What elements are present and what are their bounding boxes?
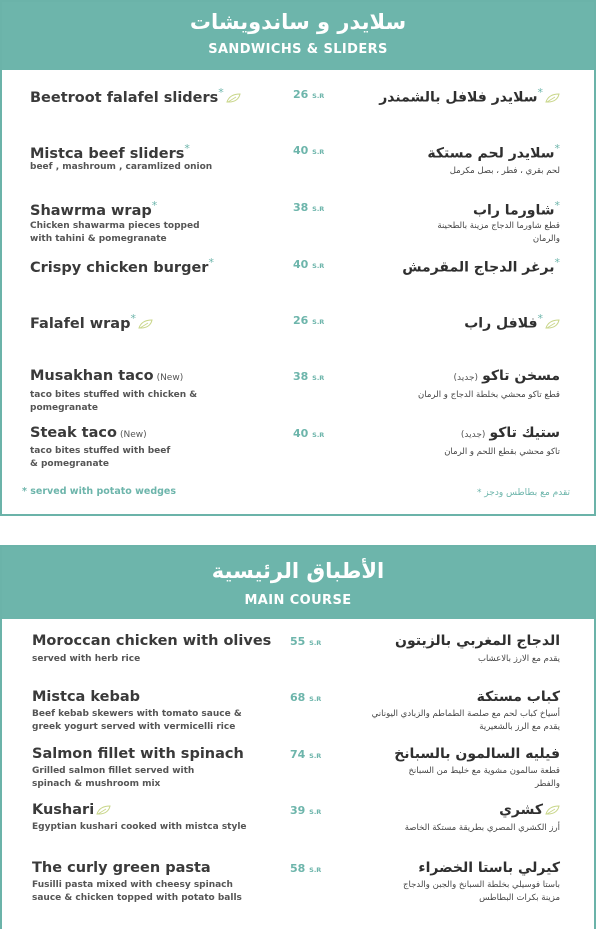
item-name-ar: كيرلي باستا الخضراء: [418, 860, 560, 876]
item-description-ar: يقدم مع الارز بالاعشاب: [477, 654, 560, 664]
item-name-ar: ستيك تاكو: [489, 425, 560, 441]
footnote-en: * served with potato wedges: [22, 486, 177, 497]
star-icon: *: [130, 312, 136, 325]
star-icon: *: [151, 199, 158, 212]
item-price: 58: [290, 862, 306, 875]
item-description-en: Egyptian kushari cooked with mistca style: [32, 822, 247, 832]
new-badge-ar: (جديد): [453, 373, 479, 383]
main-course-title-ar: الأطباق الرئيسية: [211, 559, 385, 583]
item-description-en: Fusilli pasta mixed with cheesy spinach sauce & chicken topped with potato balls: [32, 880, 242, 903]
item-name-en: Shawrma wrap: [30, 202, 152, 219]
price-unit: S.R: [312, 205, 325, 213]
item-price: 39: [290, 804, 306, 817]
item-name-ar: كباب مستكة: [476, 689, 560, 705]
item-description-en: Grilled salmon fillet served with spinach & mushroom mix: [32, 766, 195, 789]
vegetarian-leaf-icon: [545, 319, 560, 329]
item-description-en: Chicken shawarma pieces topped with tahini & pomegranate: [30, 221, 200, 244]
sandwiches-title-en: SANDWICHS & SLIDERS: [208, 42, 388, 57]
item-price: 38: [293, 370, 309, 383]
item-description-ar: باستا فوسيلي بخلطة السبانخ والجبن والدجاج مزينة بكرات البطاطس: [403, 880, 560, 903]
star-icon: *: [554, 256, 560, 269]
price-unit: S.R: [312, 374, 325, 382]
item-description-en: taco bites stuffed with beef & pomegranate: [30, 446, 171, 469]
price-unit: S.R: [312, 262, 325, 270]
item-name-ar: سلايدر فلافل بالشمندر: [379, 89, 538, 106]
item-price: 40: [293, 144, 309, 157]
main-course-title-en: MAIN COURSE: [244, 593, 352, 608]
item-name-en: Steak taco: [30, 425, 117, 441]
item-price: 40: [293, 427, 309, 440]
item-name-ar: شاورما راب: [472, 202, 555, 219]
star-icon: *: [554, 142, 560, 155]
item-description-ar: تاكو محشي بقطع اللحم و الرمان: [444, 447, 560, 457]
item-name-en: Falafel wrap: [30, 315, 131, 332]
item-price: 68: [290, 691, 306, 704]
price-unit: S.R: [309, 808, 322, 816]
vegetarian-leaf-icon: [138, 319, 153, 329]
new-badge-en: (New): [156, 373, 184, 383]
item-price: 26: [293, 88, 309, 101]
star-icon: *: [537, 86, 543, 99]
item-name-ar: فيليه السالمون بالسبانخ: [394, 746, 560, 762]
item-price: 26: [293, 314, 309, 327]
item-name-en: Beetroot falafel sliders: [30, 89, 219, 106]
item-price: 74: [290, 748, 306, 761]
main-course-header: [2, 547, 594, 619]
vegetarian-leaf-icon: [545, 93, 560, 103]
item-description-ar: قطع شاورما الدجاج مزينة بالطحينة والرمان: [437, 221, 560, 244]
item-price: 40: [293, 258, 309, 271]
item-name-en: Crispy chicken burger: [30, 259, 209, 276]
sandwiches-title-ar: سلايدر و ساندويشات: [189, 10, 407, 34]
item-description-ar: أسياخ كباب لحم مع صلصة الطماطم والزبادي اليوناني يقدم مع الرز بالشعيرية: [371, 709, 560, 732]
item-name-ar: فلافل راب: [464, 315, 538, 332]
price-unit: S.R: [312, 148, 325, 156]
item-description-ar: قطع تاكو محشي بخلطة الدجاج و الرمان: [418, 390, 560, 400]
item-name-en: Kushari: [32, 802, 95, 818]
footnote-ar: تقدم مع بطاطس ودجز *: [476, 488, 570, 498]
item-description-en: taco bites stuffed with chicken & pomegranate: [30, 390, 198, 413]
price-unit: S.R: [312, 92, 325, 100]
new-badge-ar: (جديد): [460, 430, 486, 440]
vegetarian-leaf-icon: [226, 93, 241, 103]
price-unit: S.R: [309, 639, 322, 647]
main-course-section: [0, 545, 596, 929]
star-icon: *: [184, 142, 190, 155]
star-icon: *: [208, 256, 214, 269]
sandwiches-header: [2, 2, 594, 70]
item-name-ar: كشري: [499, 802, 543, 818]
item-description-ar: لحم بقري ، فطر ، بصل مكرمل: [449, 166, 560, 176]
item-price: 55: [290, 635, 306, 648]
vegetarian-leaf-icon: [545, 805, 560, 815]
item-name-ar: الدجاج المغربي بالزيتون: [395, 633, 560, 649]
item-description-en: Beef kebab skewers with tomato sauce & greek yogurt served with vermicelli rice: [32, 709, 242, 732]
item-name-en: Salmon fillet with spinach: [32, 746, 244, 762]
item-name-en: Musakhan taco: [30, 368, 154, 384]
vegetarian-leaf-icon: [96, 805, 111, 815]
price-unit: S.R: [312, 318, 325, 326]
item-name-en: Moroccan chicken with olives: [32, 633, 272, 649]
star-icon: *: [218, 86, 224, 99]
new-badge-en: (New): [119, 430, 147, 440]
item-name-en: The curly green pasta: [32, 860, 211, 876]
star-icon: *: [537, 312, 543, 325]
item-description-en: served with herb rice: [32, 654, 141, 664]
item-name-ar: سلايدر لحم مستكة: [427, 145, 555, 162]
star-icon: *: [554, 199, 560, 212]
item-name-en: Mistca beef sliders: [30, 145, 185, 162]
item-description-en: beef , mashroum , caramlized onion: [30, 162, 213, 172]
price-unit: S.R: [309, 752, 322, 760]
item-description-ar: أرز الكشري المصري بطريقة مستكة الخاصة: [404, 823, 560, 833]
price-unit: S.R: [309, 695, 322, 703]
item-name-ar: برغر الدجاج المقرمش: [402, 259, 555, 276]
price-unit: S.R: [312, 431, 325, 439]
item-description-ar: قطعة سالمون مشوية مع خليط من السبانخ والفطر: [408, 766, 560, 789]
item-name-ar: مسخن تاكو: [482, 368, 560, 384]
item-price: 38: [293, 201, 309, 214]
price-unit: S.R: [309, 866, 322, 874]
item-name-en: Mistca kebab: [32, 689, 141, 705]
